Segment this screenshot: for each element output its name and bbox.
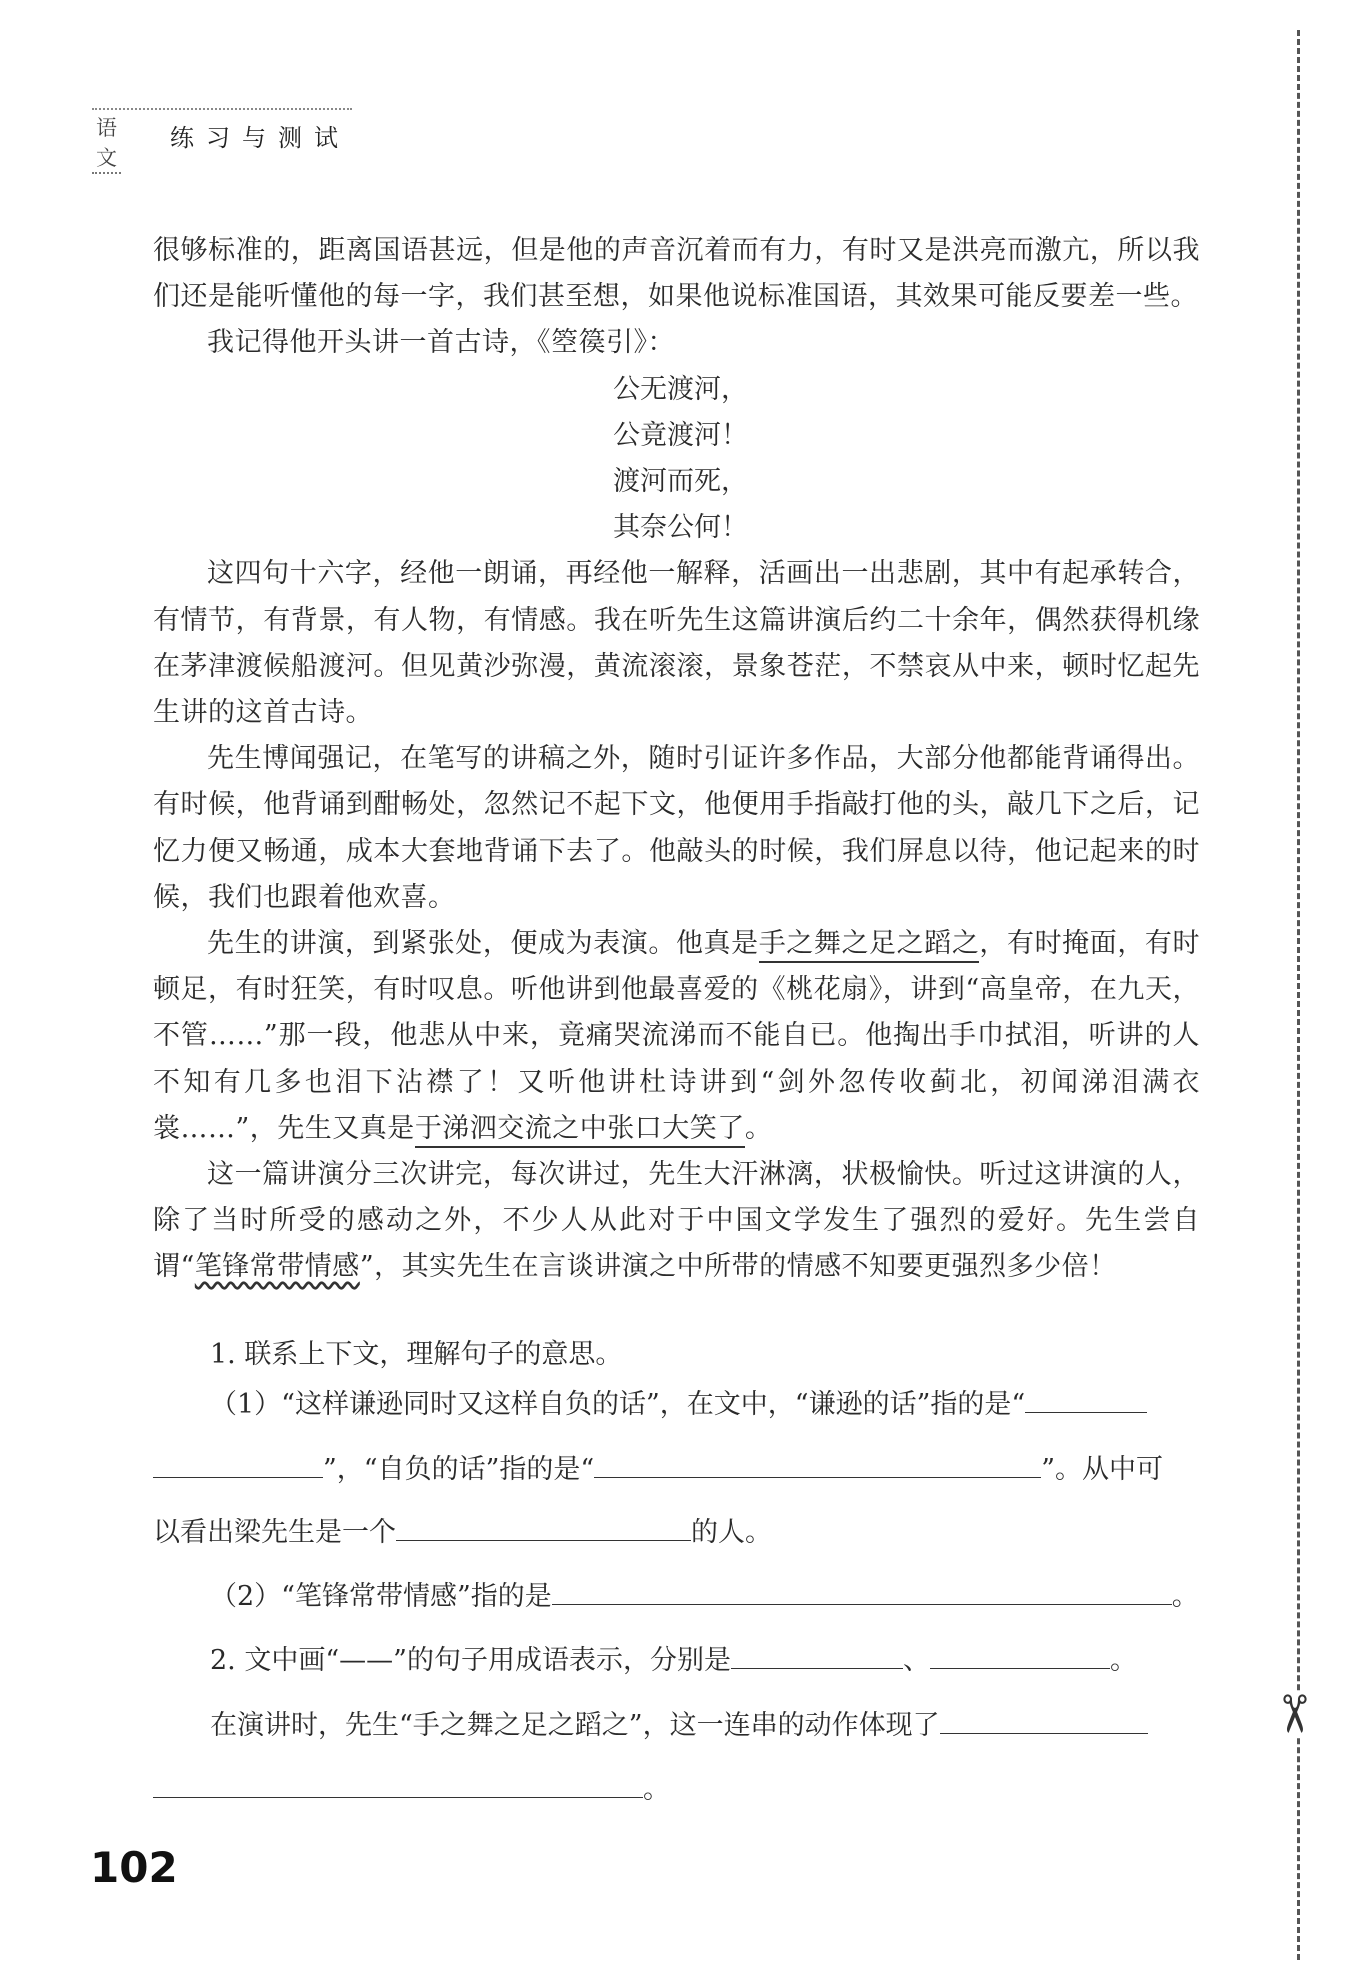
text-run: 2. 文中画“——”的句子用成语表示，分别是 — [210, 1645, 731, 1676]
text-run: （1）“这样谦逊同时又这样自负的话”，在文中，“谦逊的话”指的是“ — [210, 1389, 1026, 1420]
answer-blank[interactable] — [940, 1711, 1148, 1734]
poem — [153, 367, 1200, 552]
underlined-sentence-2: 于涕泗交流之中张口大笑了 — [415, 1113, 745, 1148]
wavy-underlined-phrase: 笔锋常带情感 — [194, 1251, 360, 1283]
text-run: 先生的讲演，到紧张处，便成为表演。他真是 — [207, 928, 759, 960]
question-1-1-line-3 — [153, 1510, 772, 1549]
text-run: 。 — [1109, 1645, 1137, 1676]
reading-passage — [153, 228, 1200, 1291]
paragraph-6 — [153, 1152, 1200, 1291]
text-run: 这一篇讲演分三次讲完，每次讲过，先生大汗淋漓，状极愉快。听过这讲演的人，除了当时所受的感动之外，不少人从此对于中国文学发生了强烈的爱好。先生尝自谓“ — [153, 1159, 1200, 1283]
question-1-title: 1. 联系上下文，理解句子的意思。 — [210, 1339, 623, 1370]
text-run: 。 — [1171, 1581, 1199, 1612]
question-1-1-line-2 — [153, 1447, 1163, 1486]
series-title: 练习与测试 — [170, 124, 350, 152]
text-run: 以看出梁先生是一个 — [153, 1517, 396, 1548]
answer-blank[interactable] — [1025, 1390, 1147, 1413]
paragraph-1: 很够标准的，距离国语甚远，但是他的声音沉着而有力，有时又是洪亮而激亢，所以我们还是能听懂他的每一字，我们甚至想，如果他说标准国语，其效果可能反要差一些。 — [153, 235, 1200, 313]
answer-blank[interactable] — [153, 1775, 643, 1798]
text-run: 在演讲时，先生“手之舞之足之蹈之”，这一连串的动作体现了 — [210, 1710, 940, 1741]
header-dotted-rule — [92, 108, 352, 110]
answer-blank[interactable] — [594, 1455, 1041, 1478]
poem-line: 公竟渡河！ — [613, 419, 748, 451]
question-2-line-3 — [153, 1767, 670, 1806]
text-run: 。 — [744, 1112, 773, 1144]
answer-blank[interactable] — [552, 1582, 1172, 1605]
answer-blank[interactable] — [396, 1518, 691, 1541]
paragraph-2: 我记得他开头讲一首古诗，《箜篌引》： — [207, 327, 675, 359]
question-1-2 — [210, 1574, 1199, 1613]
paragraph-5 — [153, 921, 1200, 1152]
question-2-line-1 — [210, 1638, 1137, 1677]
poem-line: 渡河而死， — [613, 466, 748, 498]
text-run: 、 — [902, 1645, 930, 1676]
text-run: ”，“自负的话”指的是“ — [323, 1454, 595, 1485]
poem-line: 公无渡河， — [613, 373, 748, 405]
text-run: ”。从中可 — [1041, 1454, 1164, 1485]
page-number: 102 — [90, 1843, 178, 1892]
text-run: 。 — [643, 1774, 670, 1805]
text-run: （2）“笔锋常带情感”指的是 — [210, 1581, 552, 1612]
cut-line — [1297, 30, 1300, 1960]
question-2-line-2 — [210, 1703, 1148, 1742]
scissors-icon: ✂ — [1262, 1692, 1323, 1736]
subject-tag: 语文 — [92, 112, 121, 174]
text-run: ，有时掩面，有时顿足，有时狂笑，有时叹息。听他讲到他最喜爱的《桃花扇》，讲到“高皇帝，在九天，不管……”那一段，他悲从中来，竟痛哭流涕而不能自已。他掏出手巾拭泪，听讲的人不知有几多也泪下沾襟了！又听他讲杜诗讲到“剑外忽传收蓟北，初闻涕泪满衣裳……”，先生又真是 — [153, 928, 1201, 1144]
answer-blank[interactable] — [153, 1455, 323, 1478]
question-1-1-line-1 — [210, 1382, 1147, 1421]
underlined-sentence-1: 手之舞之足之蹈之 — [759, 928, 980, 963]
answer-blank[interactable] — [930, 1646, 1110, 1669]
poem-line: 其奈公何！ — [613, 512, 748, 544]
text-run: 的人。 — [691, 1517, 772, 1548]
text-run: ”，其实先生在言谈讲演之中所带的情感不知要更强烈多少倍！ — [359, 1251, 1117, 1283]
paragraph-4: 先生博闻强记，在笔写的讲稿之外，随时引证许多作品，大部分他都能背诵得出。有时候，他背诵到酣畅处，忽然记不起下文，他便用手指敲打他的头，敲几下之后，记忆力便又畅通，成本大套地背诵下去了。他敲头的时候，我们屏息以待，他记起来的时候，我们也跟着他欢喜。 — [153, 743, 1200, 913]
paragraph-3: 这四句十六字，经他一朗诵，再经他一解释，活画出一出悲剧，其中有起承转合，有情节，有背景，有人物，有情感。我在听先生这篇讲演后约二十余年，偶然获得机缘在茅津渡候船渡河。但见黄沙弥漫，黄流滚滚，景象苍茫，不禁哀从中来，顿时忆起先生讲的这首古诗。 — [153, 558, 1200, 729]
answer-blank[interactable] — [731, 1646, 903, 1669]
